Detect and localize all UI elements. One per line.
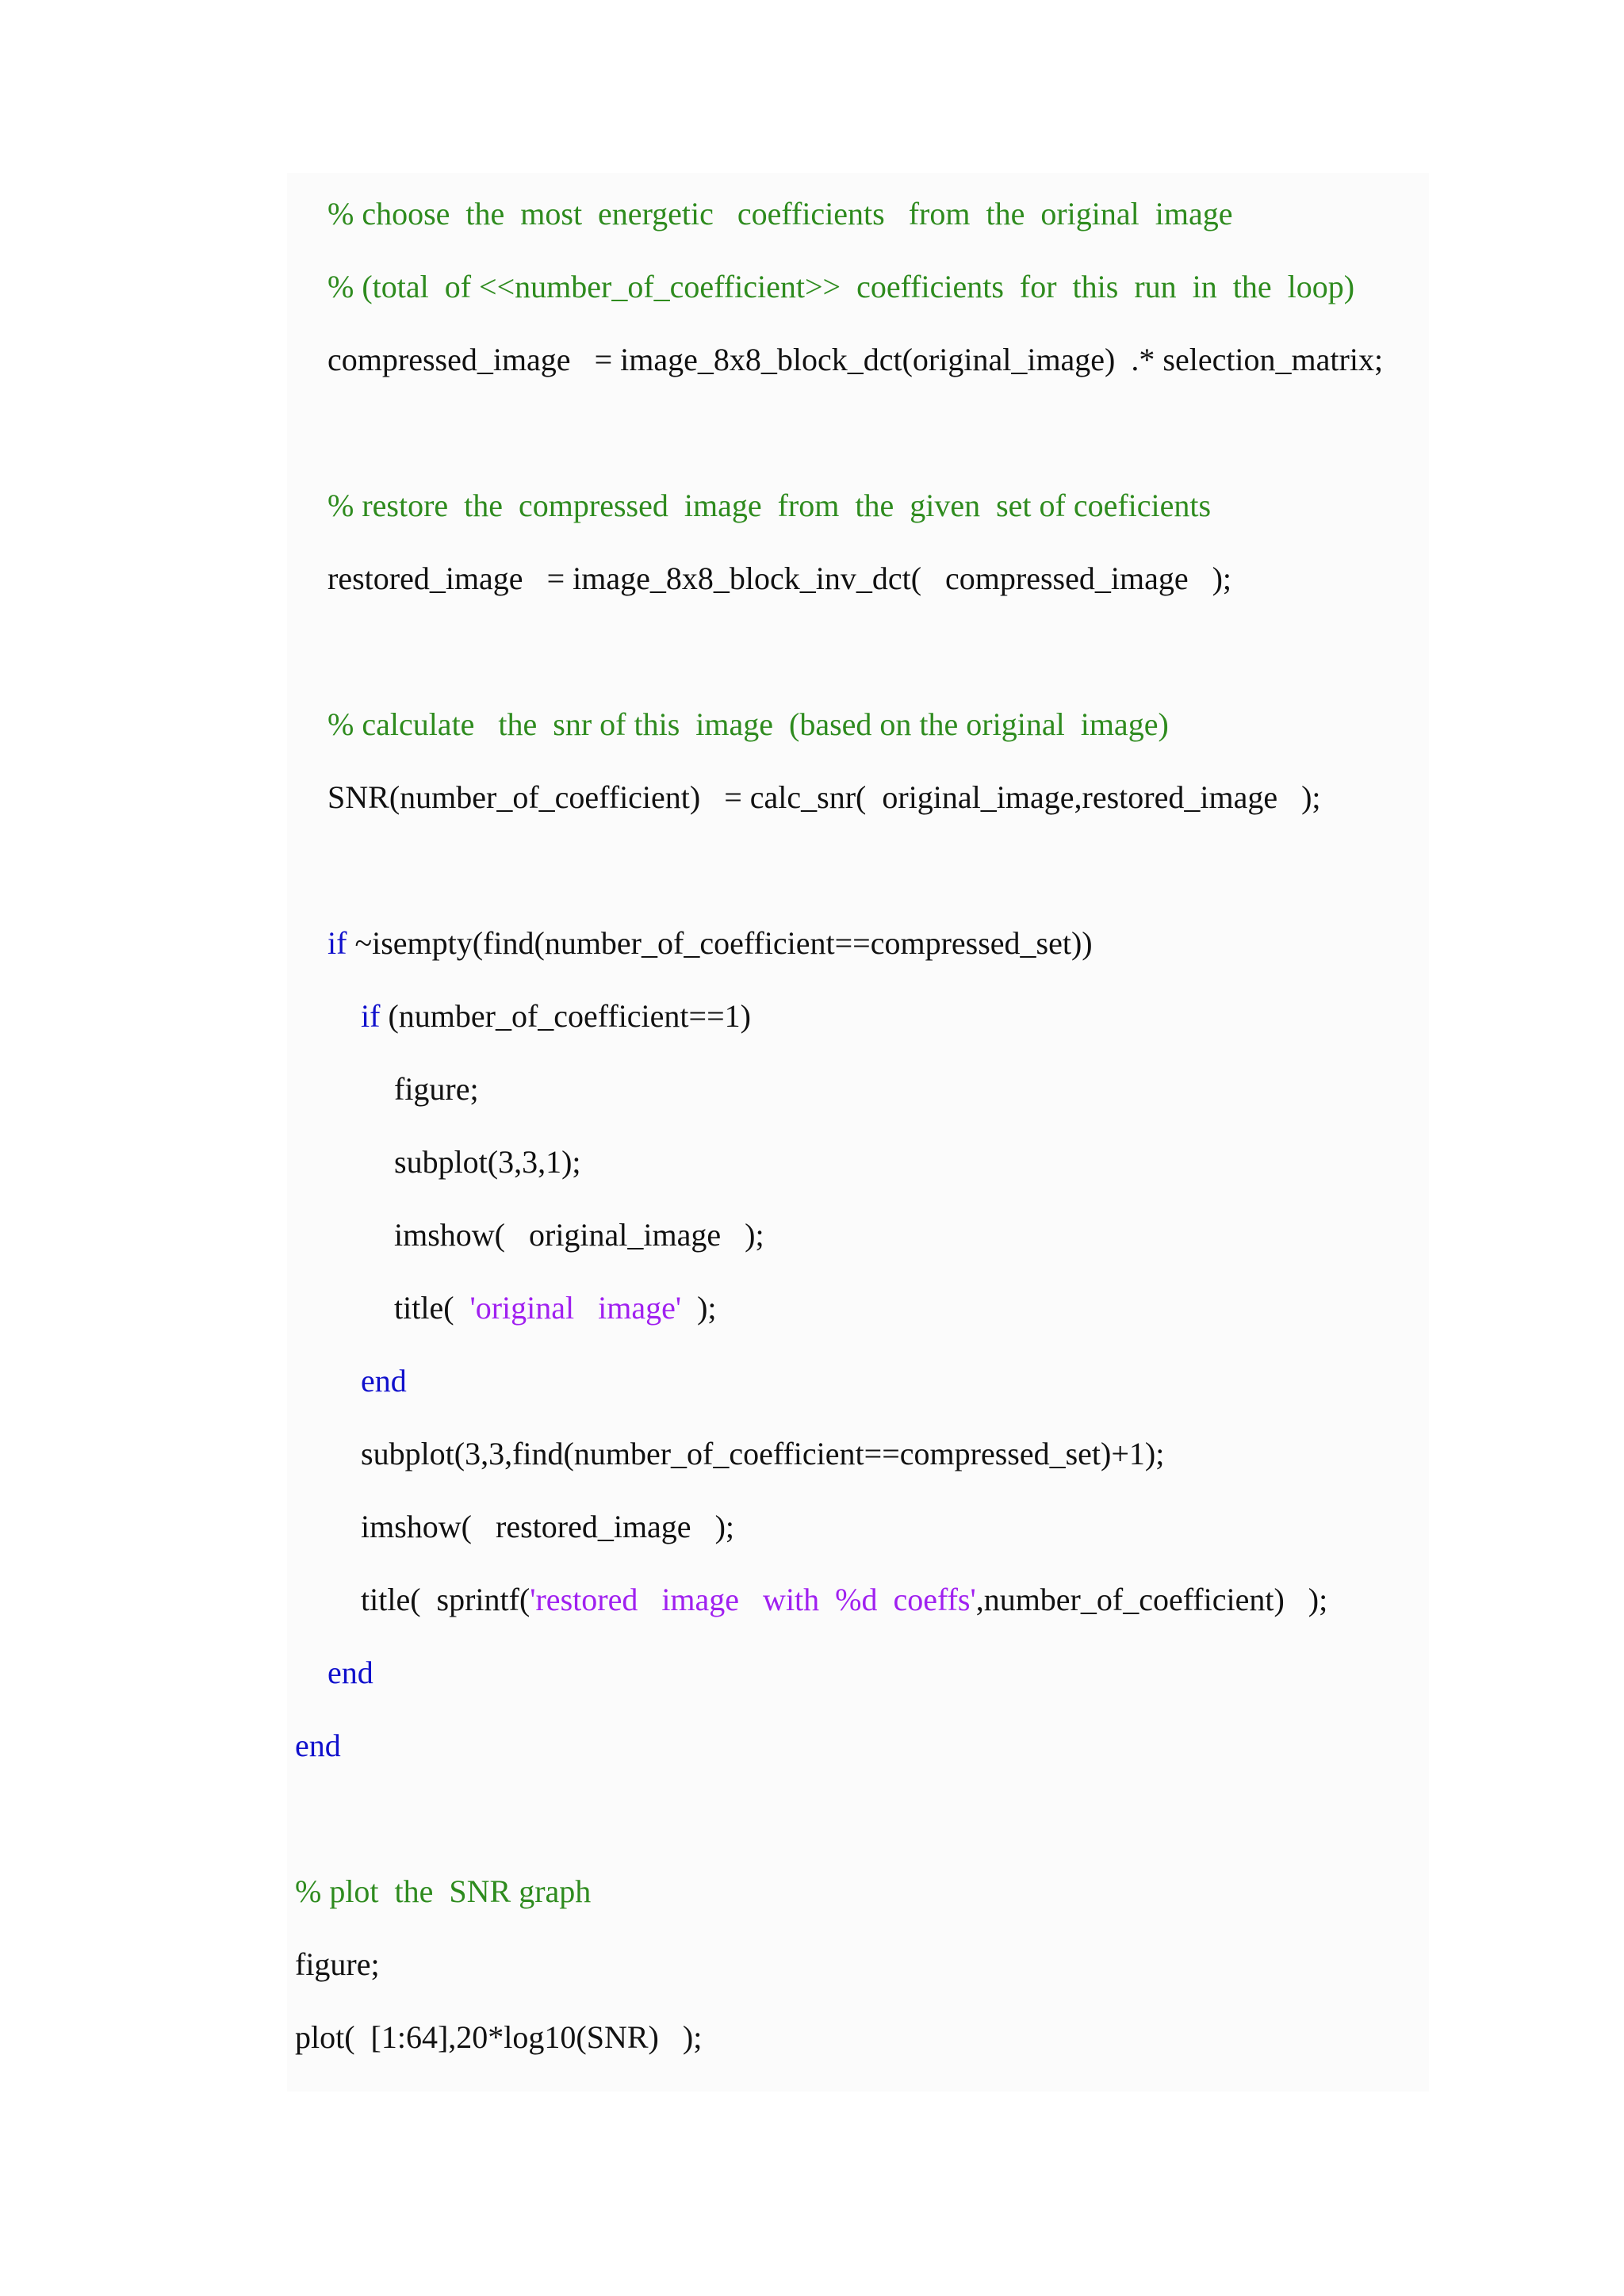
- code-text: ,number_of_coefficient) );: [975, 1582, 1328, 1617]
- code-text: SNR(number_of_coefficient) = calc_snr( original_image,restored_image );: [327, 779, 1321, 815]
- code-line: [327, 1654, 373, 1692]
- code-text: (number_of_coefficient==1): [380, 998, 751, 1034]
- comment-text: % restore the compressed image from the given set of coeficients: [327, 488, 1212, 523]
- code-text: ~isempty(find(number_of_coefficient==compressed_set)): [347, 925, 1093, 961]
- code-line: [394, 1216, 764, 1254]
- code-line: [327, 341, 1383, 379]
- code-text: restored_image = image_8x8_block_inv_dct( compressed_image );: [327, 561, 1232, 596]
- code-line: [361, 1581, 1327, 1619]
- keyword-text: if: [361, 998, 381, 1034]
- code-text: imshow( restored_image );: [361, 1509, 734, 1544]
- code-line: [327, 268, 1354, 306]
- keyword-text: end: [361, 1363, 407, 1399]
- code-line: [361, 1508, 734, 1546]
- comment-text: % choose the most energetic coefficients from the original image: [327, 196, 1233, 232]
- code-block-background: [287, 173, 1429, 2091]
- keyword-text: if: [327, 925, 347, 961]
- code-line: [361, 997, 751, 1035]
- keyword-text: end: [327, 1655, 373, 1690]
- code-line: [394, 1289, 717, 1327]
- code-text: title( sprintf(: [361, 1582, 530, 1617]
- keyword-text: end: [295, 1728, 341, 1763]
- code-text: subplot(3,3,find(number_of_coefficient==compressed_set)+1);: [361, 1436, 1165, 1471]
- code-line: [295, 1873, 591, 1911]
- code-text: title(: [394, 1290, 470, 1326]
- string-literal: 'original image': [469, 1290, 682, 1326]
- code-line: [295, 1946, 380, 1984]
- code-line: [327, 779, 1321, 817]
- code-line: [295, 1727, 341, 1765]
- code-line: [295, 2019, 702, 2057]
- code-line: [327, 560, 1231, 598]
- code-line: [361, 1435, 1164, 1473]
- code-text: figure;: [295, 1946, 380, 1982]
- code-text: compressed_image = image_8x8_block_dct(original_image) .* selection_matrix;: [327, 342, 1384, 377]
- comment-text: % calculate the snr of this image (based on the original image): [327, 706, 1169, 742]
- comment-text: % plot the SNR graph: [295, 1873, 592, 1909]
- code-line: [327, 924, 1093, 962]
- code-line: [394, 1143, 581, 1181]
- string-literal: 'restored image with %d coeffs': [530, 1582, 976, 1617]
- code-text: );: [681, 1290, 717, 1326]
- comment-text: % (total of <<number_of_coefficient>> coefficients for this run in the loop): [327, 269, 1355, 304]
- code-line: [327, 706, 1169, 744]
- code-text: plot( [1:64],20*log10(SNR) );: [295, 2019, 703, 2055]
- code-line: [327, 195, 1233, 233]
- code-line: [327, 487, 1211, 525]
- code-text: imshow( original_image );: [394, 1217, 764, 1253]
- code-text: figure;: [394, 1071, 479, 1107]
- code-line: [394, 1070, 479, 1108]
- code-text: subplot(3,3,1);: [394, 1144, 581, 1180]
- code-line: [361, 1362, 407, 1400]
